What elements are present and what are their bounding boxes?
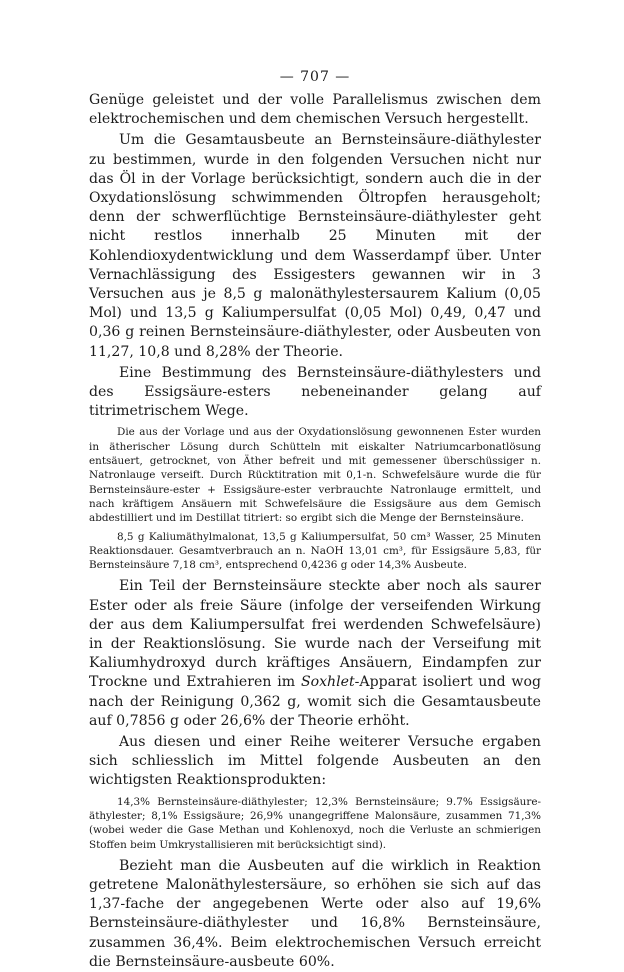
yield-note: 14,3% Bernsteinsäure-diäthylester; 12,3% Bernsteinsäure; 9.7% Essigsäure-äthylester; 8,1% Essigsäure; 26,9% unangegriffene Malonsäure, zusammen 71,3% (wobei weder die Gase Methan und Kohlenoxyd, noch die Verluste an schmierigen Stoffen beim Umkrystallisieren mit berücksichtigt sind). [89, 795, 541, 851]
soxhlet-term: Soxhlet [300, 674, 355, 691]
page-number: — 707 — [279, 69, 351, 85]
paragraph-3: Eine Bestimmung des Bernsteinsäure-diäthylesters und des Essigsäure-esters nebeneinander gelang auf titrimetrischem Wege. [89, 364, 541, 420]
paragraph-4 [89, 577, 541, 731]
method-note: Die aus der Vorlage und aus der Oxydationslösung gewonnenen Ester wurden in ätherischer Lösung durch Schütteln mit eiskalter Natriumcarbonatlösung entsäuert, getrocknet, von Äther befreit und mit gemessener überschüssiger n. Natronlauge verseift. Durch Rücktitration mit 0,1-n. Schwefelsäure wurde die für Bernsteinsäure-ester + Essigsäure-ester verbrauchte Natronlauge ermittelt, und nach kräftigem Ansäuern mit Schwefelsäure die Essigsäure aus dem Gemisch abdestilliert und im Destillat titriert: so ergibt sich die Menge der Bernsteinsäure. [89, 426, 541, 525]
paragraph-1: Genüge geleistet und der volle Parallelismus zwischen dem elektrochemischen und dem chemischen Versuch hergestellt. [89, 92, 541, 128]
paragraph-5: Aus diesen und einer Reihe weiterer Versuche ergaben sich schliesslich im Mittel folgende Ausbeuten an den wichtigsten Reaktionsprodukten: [89, 734, 541, 789]
paragraph-4-text: Ein Teil der Bernsteinsäure steckte aber noch als saurer Ester oder als freie Säure (infolge der verseifenden Wirkung der aus dem Kaliumpersulfat frei werdenden Schwefelsäure) in der Reaktionslösung. Sie wurde nach der Verseifung mit Kaliumhydroxyd durch kräftiges Ansäuern, Eindampfen zur Trockne und Extrahieren im [89, 578, 541, 691]
experiment-note: 8,5 g Kaliumäthylmalonat, 13,5 g Kaliumpersulfat, 50 cm³ Wasser, 25 Minuten Reaktionsdauer. Gesamtverbrauch an n. NaOH 13,01 cm³, für Essigsäure 5,83, für Bernsteinsäure 7,18 cm³, entsprechend 0,4236 g oder 14,3% Ausbeute. [89, 530, 541, 572]
document-page [89, 68, 541, 972]
paragraph-2: Um die Gesamtausbeute an Bernsteinsäure-diäthylester zu bestimmen, wurde in den folgenden Versuchen nicht nur das Öl in der Vorlage berücksichtigt, sondern auch die in der Oxydationslösung schwimmenden Öltropfen herausgeholt; denn der schwerflüchtige Bernsteinsäure-diäthylester geht nicht restlos innerhalb 25 Minuten mit der Kohlendioxydentwicklung und dem Wasserdampf über. Unter Vernachlässigung des Essigesters gewannen wir in 3 Versuchen aus je 8,5 g malonäthylestersaurem Kalium (0,05 Mol) und 13,5 g Kaliumpersulfat (0,05 Mol) 0,49, 0,47 und 0,36 g reinen Bernsteinsäure-diäthylester, oder Ausbeuten von 11,27, 10,8 und 8,28% der Theorie. [89, 132, 541, 360]
paragraph-6: Bezieht man die Ausbeuten auf die wirklich in Reaktion getretene Malonäthylestersäure, so erhöhen sie sich auf das 1,37-fache der angegebenen Werte oder also auf 19,6% Bernsteinsäure-diäthylester und 16,8% Bernsteinsäure, zusammen 36,4%. Beim elektrochemischen Versuch erreicht die Bernsteinsäure-ausbeute 60%. [89, 857, 541, 970]
paragraph-4-continued: -Apparat isoliert und wog nach der Reinigung 0,362 g, womit sich die Gesamtausbeute auf 0,7856 g oder 26,6% der Theorie erhöht. [89, 674, 542, 729]
